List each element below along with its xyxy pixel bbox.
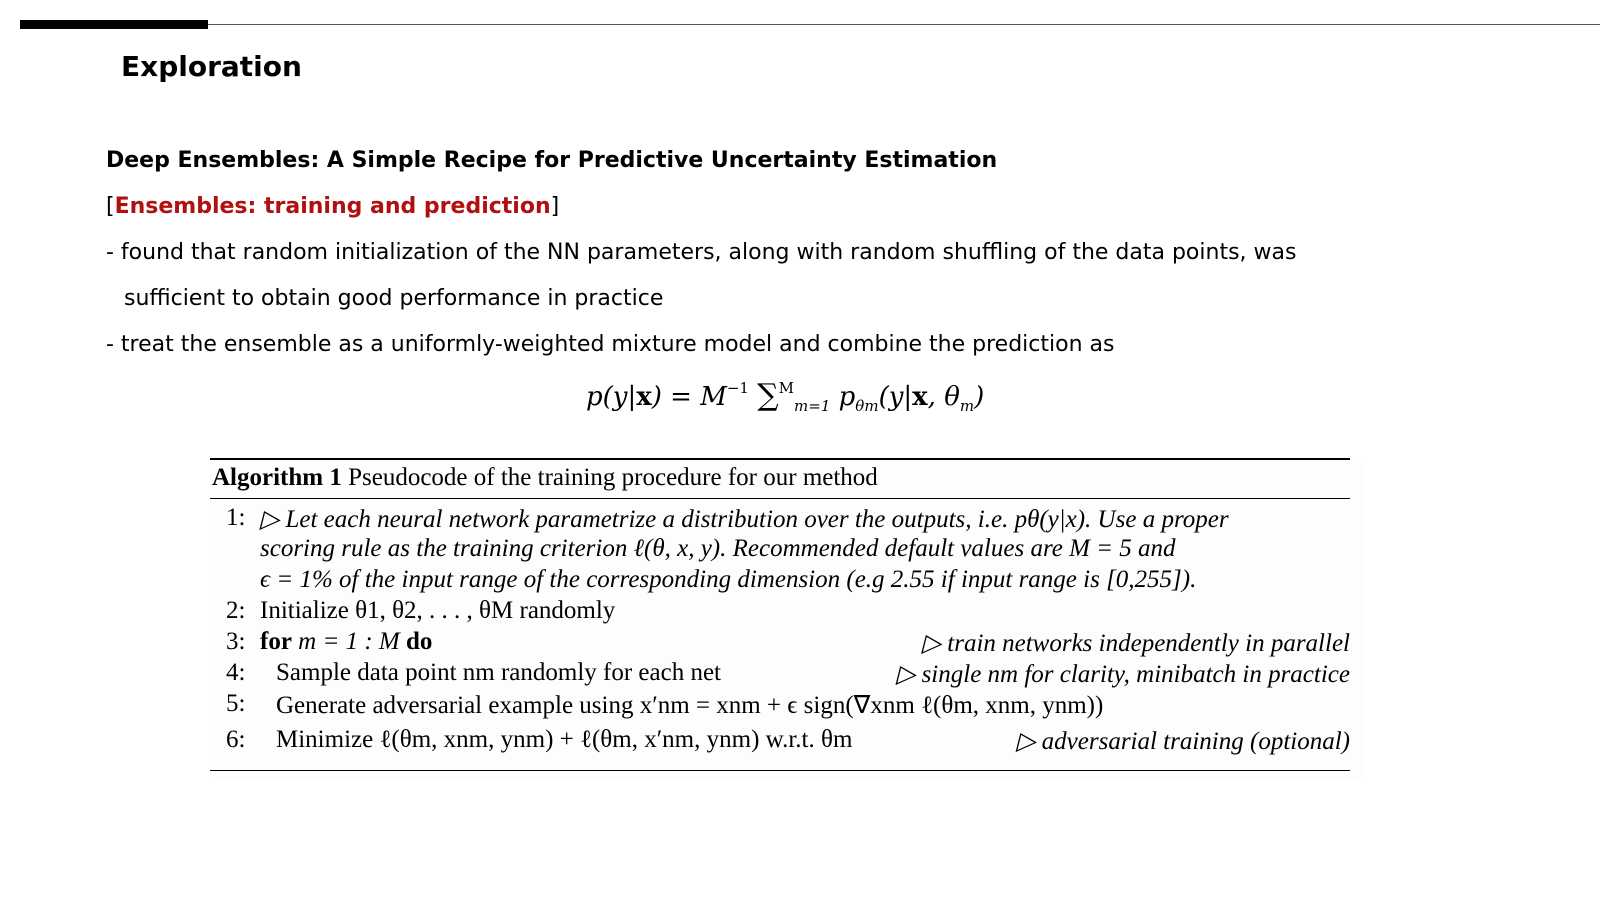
bullet-1-continued: sufficient to obtain good performance in practice — [124, 286, 664, 311]
algo-line-number: 6: — [226, 726, 246, 753]
algo-line-4: Sample data point nm randomly for each net — [276, 659, 722, 686]
header-rule-thick — [20, 20, 208, 29]
algorithm-bottom-rule — [210, 770, 1350, 771]
algo-line-1c: ϵ = 1% of the input range of the corresponding dimension (e.g 2.55 if input range is [0,255]). — [260, 566, 1197, 593]
algo-line-3: for m = 1 : M do — [260, 628, 433, 655]
algo-line-number: 4: — [226, 659, 246, 686]
algo-comment-4: ▷ single nm for clarity, minibatch in practice — [896, 661, 1350, 688]
bullet-2: - treat the ensemble as a uniformly-weighted mixture model and combine the prediction as — [106, 332, 1115, 357]
algo-line-1: ▷ Let each neural network parametrize a distribution over the outputs, i.e. pθ(y|x). Use a proper — [260, 506, 1229, 533]
algorithm-top-rule — [210, 458, 1350, 460]
header-rule-thin — [208, 24, 1600, 25]
algo-line-6: Minimize ℓ(θm, xnm, ynm) + ℓ(θm, x′nm, ynm) w.r.t. θm — [276, 726, 853, 753]
section-bracket-open: [ — [106, 194, 115, 219]
algo-line-number: 3: — [226, 628, 246, 655]
algo-line-1b: scoring rule as the training criterion ℓ(θ, x, y). Recommended default values are M = 5 and — [260, 535, 1176, 562]
paper-title: Deep Ensembles: A Simple Recipe for Predictive Uncertainty Estimation — [106, 148, 998, 173]
section-bracket-close: ] — [550, 194, 560, 219]
algorithm-mid-rule — [210, 498, 1350, 499]
algo-line-number: 5: — [226, 690, 246, 717]
slide-title: Exploration — [121, 50, 302, 83]
section-heading — [106, 194, 559, 219]
bullet-1: - found that random initialization of the NN parameters, along with random shuffling of the data points, was — [106, 240, 1297, 265]
algo-comment-6: ▷ adversarial training (optional) — [1016, 728, 1350, 755]
algo-line-number: 2: — [226, 597, 246, 624]
algo-comment-3: ▷ train networks independently in parallel — [921, 630, 1350, 657]
algo-line-2: Initialize θ1, θ2, . . . , θM randomly — [260, 597, 616, 624]
algo-line-number: 1: — [226, 504, 246, 531]
section-label: Ensembles: training and prediction — [114, 194, 551, 219]
algo-line-5: Generate adversarial example using x′nm = xnm + ϵ sign(∇xnm ℓ(θm, xnm, ynm)) — [276, 692, 1104, 719]
algorithm-caption: Algorithm 1 Pseudocode of the training procedure for our method — [212, 464, 878, 491]
algorithm-box — [210, 458, 1365, 780]
ensemble-formula: $p(y|x) = M^{-1}$ ∑$^M_{m=1}$ $p_{\theta m}(y|x$, $\theta_m$) — [586, 378, 985, 415]
